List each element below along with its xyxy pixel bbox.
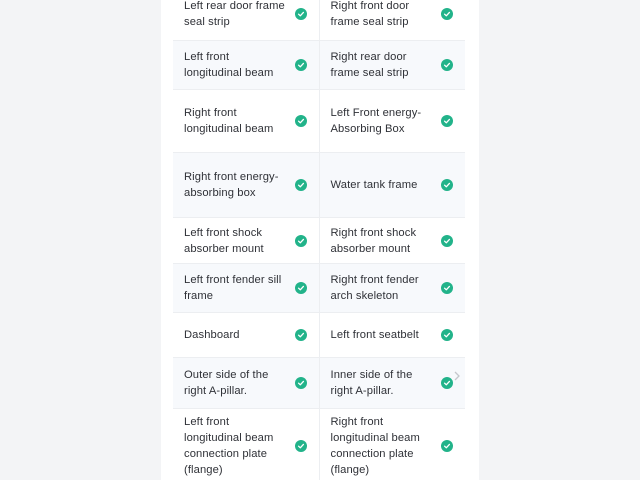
inspection-item-label: Right front door frame seal strip <box>330 0 410 28</box>
inspection-item-label: Left front longitudinal beam <box>184 51 274 79</box>
inspection-item-label: Dashboard <box>184 329 240 341</box>
inspection-list <box>173 0 465 480</box>
check-circle-icon <box>441 235 453 247</box>
inspection-item-label: Left front longitudinal beam connection plate (flange) <box>184 416 274 476</box>
check-circle-icon <box>441 440 453 452</box>
inspection-item-label: Left front seatbelt <box>330 329 419 341</box>
inspection-row[interactable] <box>173 409 465 480</box>
inspection-item-right[interactable] <box>320 153 466 217</box>
inspection-item-label: Right front energy-absorbing box <box>184 171 279 199</box>
inspection-item-label: Left front fender sill frame <box>184 274 282 302</box>
check-circle-icon <box>441 179 453 191</box>
check-circle-icon <box>295 115 307 127</box>
inspection-item-right[interactable] <box>320 0 466 40</box>
check-circle-icon <box>441 59 453 71</box>
inspection-row[interactable] <box>173 313 465 358</box>
check-circle-icon <box>441 8 453 20</box>
inspection-item-label: Right front longitudinal beam connection plate (flange) <box>330 416 420 476</box>
inspection-item-left[interactable] <box>173 409 320 480</box>
inspection-item-left[interactable] <box>173 358 320 408</box>
inspection-item-right[interactable] <box>320 409 466 480</box>
check-circle-icon <box>295 8 307 20</box>
inspection-row[interactable] <box>173 153 465 218</box>
inspection-item-label: Outer side of the right A-pillar. <box>184 369 269 397</box>
inspection-item-left[interactable] <box>173 264 320 312</box>
check-circle-icon <box>295 179 307 191</box>
inspection-item-right[interactable] <box>320 264 466 312</box>
check-circle-icon <box>295 235 307 247</box>
inspection-panel <box>161 0 479 480</box>
chevron-right-icon[interactable] <box>453 370 461 382</box>
inspection-item-left[interactable] <box>173 90 320 152</box>
inspection-item-left[interactable] <box>173 313 320 357</box>
inspection-item-right[interactable] <box>320 90 466 152</box>
inspection-item-label: Right front longitudinal beam <box>184 107 274 135</box>
check-circle-icon <box>295 377 307 389</box>
check-circle-icon <box>441 282 453 294</box>
inspection-item-right[interactable] <box>320 41 466 89</box>
inspection-item-left[interactable] <box>173 0 320 40</box>
inspection-item-label: Left front shock absorber mount <box>184 226 264 255</box>
inspection-row[interactable] <box>173 264 465 313</box>
inspection-row[interactable] <box>173 358 465 409</box>
inspection-item-label: Left rear door frame seal strip <box>184 0 285 28</box>
inspection-row[interactable] <box>173 218 465 264</box>
inspection-item-right[interactable] <box>320 218 466 263</box>
inspection-item-label: Right front fender arch skeleton <box>330 274 419 302</box>
inspection-row[interactable] <box>173 90 465 153</box>
inspection-item-left[interactable] <box>173 41 320 89</box>
inspection-item-left[interactable] <box>173 153 320 217</box>
inspection-item-label: Water tank frame <box>330 179 418 191</box>
inspection-item-label: Inner side of the right A-pillar. <box>330 369 413 397</box>
check-circle-icon <box>295 282 307 294</box>
check-circle-icon <box>441 115 453 127</box>
inspection-item-left[interactable] <box>173 218 320 263</box>
inspection-item-right[interactable] <box>320 358 466 408</box>
inspection-row[interactable] <box>173 41 465 90</box>
inspection-item-label: Right front shock absorber mount <box>330 226 417 255</box>
check-circle-icon <box>295 440 307 452</box>
check-circle-icon <box>295 59 307 71</box>
check-circle-icon <box>441 377 453 389</box>
check-circle-icon <box>441 329 453 341</box>
inspection-item-label: Right rear door frame seal strip <box>330 51 409 79</box>
inspection-item-label: Left Front energy-Absorbing Box <box>330 107 422 135</box>
inspection-item-right[interactable] <box>320 313 466 357</box>
check-circle-icon <box>295 329 307 341</box>
inspection-row[interactable] <box>173 0 465 41</box>
